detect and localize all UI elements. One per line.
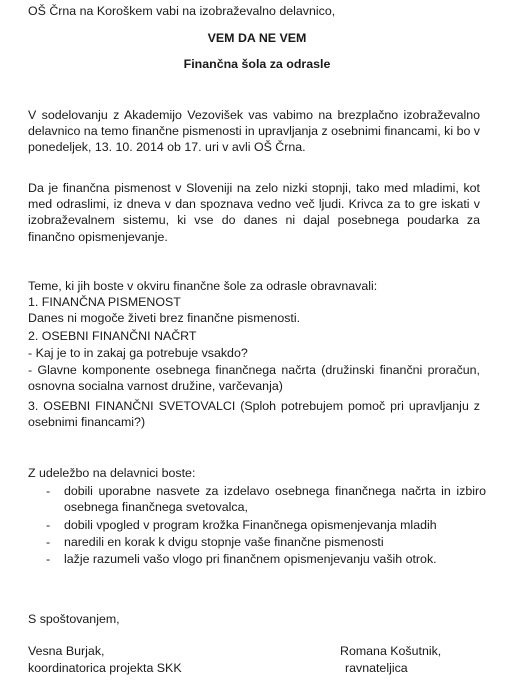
header-line: OŠ Črna na Koroškem vabi na izobraževalno delavnico, <box>28 4 336 18</box>
benefit-item <box>46 483 486 515</box>
signer-right-role: ravnateljica <box>345 661 408 675</box>
document-subtitle: Finančna šola za odrasle <box>183 57 331 71</box>
bullet-dash: - <box>46 535 51 549</box>
bullet-dash: - <box>46 552 51 566</box>
bullet-dash: - <box>46 484 51 498</box>
topic-2-item-1: - Kaj je to in zakaj ga potrebuje vsakdo? <box>28 346 248 360</box>
benefit-text: dobili vpogled v program krožka Finančnega opismenjevanja mladih <box>64 518 437 532</box>
context-paragraph: Da je finančna pismenost v Sloveniji na zelo nizki stopnji, tako med mladimi, kot med odraslimi, iz dneva v dan spoznava vedno več ljudi. Krivca za to gre iskati v izobraževalnem sistemu, ki vse do danes ni dajal posebnega poudarka za finančno opismenjevanje. <box>28 181 480 244</box>
document-title: VEM DA NE VEM <box>207 31 307 45</box>
benefit-item <box>46 551 486 567</box>
benefit-item <box>46 517 486 533</box>
topic-1-title: 1. FINANČNA PISMENOST <box>28 295 181 309</box>
benefit-item <box>46 534 486 550</box>
topic-2-item-2: - Glavne komponente osebnega finančnega načrta (družinski finančni proračun, osnovna socialna varnost družine, varčevanja) <box>28 363 480 394</box>
benefit-text: lažje razumeli vašo vlogo pri finančnem opismenjevanju vaših otrok. <box>64 552 437 566</box>
topic-1-description: Danes ni mogoče živeti brez finančne pismenosti. <box>28 311 301 325</box>
topic-3: 3. OSEBNI FINANČNI SVETOVALCI (Sploh potrebujem pomoč pri upravljanju z osebnimi financami?) <box>28 399 480 430</box>
signer-left-role: koordinatorica projekta SKK <box>28 661 182 675</box>
signer-right-name: Romana Košutnik, <box>340 644 442 658</box>
benefit-text: naredili en korak k dvigu stopnje vaše finančne pismenosti <box>64 535 384 549</box>
signer-left-name: Vesna Burjak, <box>28 644 105 658</box>
benefit-text: dobili uporabne nasvete za izdelavo osebnega finančnega načrta in izbiro osebnega finančnega svetovalca, <box>64 484 486 515</box>
closing-salutation: S spoštovanjem, <box>28 612 120 626</box>
topics-intro: Teme, ki jih boste v okviru finančne šole za odrasle obravnavali: <box>28 279 378 293</box>
bullet-dash: - <box>46 518 51 532</box>
invitation-paragraph: V sodelovanju z Akademijo Vezovišek vas vabimo na brezplačno izobraževalno delavnico na temo finančne pismenosti in upravljanja z osebnimi financami, ki bo v ponedeljek, 13. 10. 2014 ob 17. uri v avli OŠ Črna. <box>28 108 480 155</box>
benefits-intro: Z udeležbo na delavnici boste: <box>28 466 196 480</box>
topic-2-title: 2. OSEBNI FINANČNI NAČRT <box>28 329 197 343</box>
